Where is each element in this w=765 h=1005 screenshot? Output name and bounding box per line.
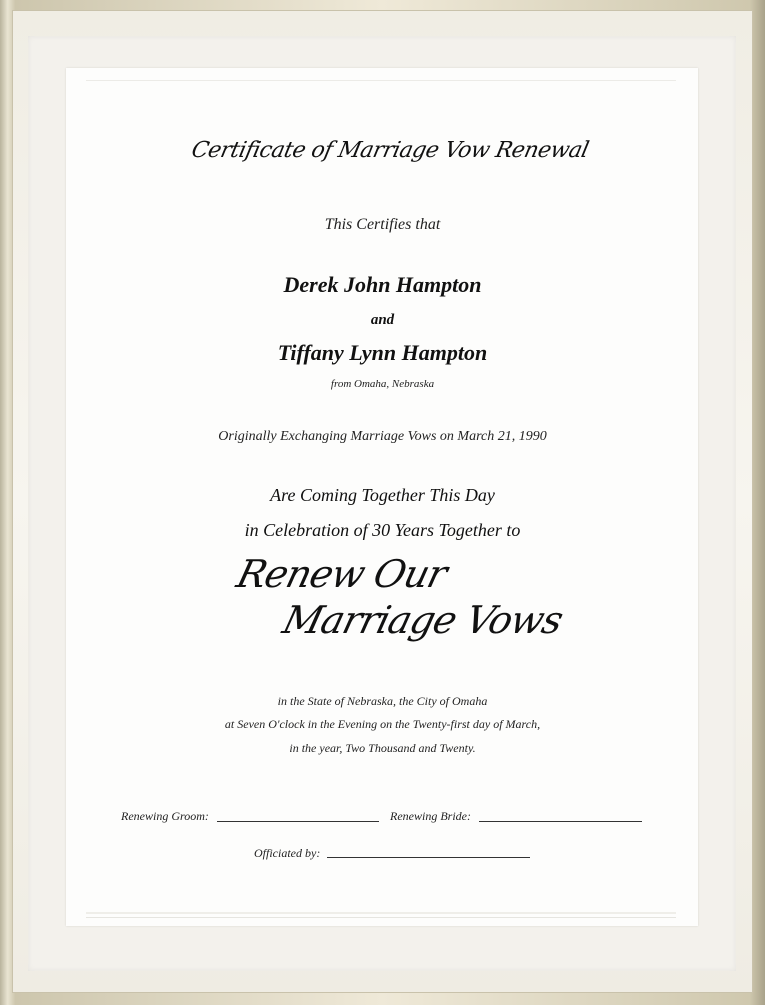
bride-name: Tiffany Lynn Hampton [277,340,488,365]
renew-heading-line2: Marriage Vows [278,598,567,642]
certifies-text: This Certifies that [324,216,441,233]
location-text: in the State of Nebraska, the City of Omaha [277,694,488,708]
certificate-title: Certificate of Marriage Vow Renewal [189,138,591,163]
officiant-signature-label: Officiated by: [254,846,321,860]
bride-signature-label: Renewing Bride: [390,809,471,823]
time-text: at Seven O'clock in the Evening on the Twenty-first day of March, [224,717,541,731]
bride-signature-line [479,821,642,822]
groom-signature-label: Renewing Groom: [121,809,209,823]
hometown-text: from Omaha, Nebraska [330,378,435,390]
embossed-line [86,912,676,914]
conjunction-text: and [370,312,395,328]
year-text: in the year, Two Thousand and Twenty. [289,741,476,755]
officiant-signature-line [327,857,530,858]
renew-heading-line1: Renew Our [232,552,451,596]
groom-name: Derek John Hampton [283,272,482,297]
original-vows-text: Originally Exchanging Marriage Vows on March 21, 1990 [218,429,547,444]
celebration-text: in Celebration of 30 Years Together to [244,520,521,540]
coming-together-text: Are Coming Together This Day [270,485,495,505]
groom-signature-line [217,821,379,822]
